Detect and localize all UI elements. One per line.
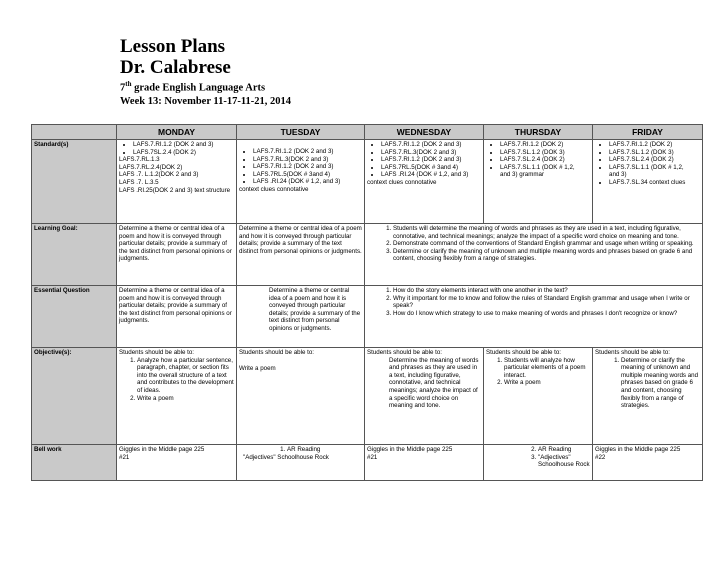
list-item: • LAFS.7.SL.2.4 (DOK 2) xyxy=(500,156,590,164)
list-item: Giggles in the Middle page 225 xyxy=(595,446,681,453)
list-item: #22 xyxy=(595,453,606,461)
objectives-intro: Students should be able to: xyxy=(486,349,561,356)
objectives-tuesday xyxy=(237,348,365,445)
standards-tuesday xyxy=(237,140,365,224)
learning-goal-monday: Determine a theme or central idea of a poem and how it is conveyed through particular details; provide a summary of the text distinct from personal opinions or judgments. xyxy=(117,224,237,286)
list-item: • LAFS.7.RL.3(DOK 2 and 3) xyxy=(381,149,481,157)
list-item: 2. Why it important for me to know and follow the rules of Standard English grammar and usage when I write or speak? xyxy=(393,295,700,310)
bell-work-wednesday xyxy=(365,445,484,481)
list-item: #21 xyxy=(119,453,130,461)
learning-goal-row xyxy=(32,224,703,286)
row-label-essential-question: Essential Question xyxy=(32,286,117,348)
teacher-name: Dr. Calabrese xyxy=(120,57,231,78)
list-item: • LAFS.7.SL.1.1 (DOK # 1,2, xyxy=(500,164,590,172)
list-item: 2. Demonstrate command of the conventions of Standard English grammar and usage when writing or speaking. xyxy=(393,240,700,248)
list-item: LAFS .RI.25(DOK 2 and 3) text structure xyxy=(119,186,231,194)
list-item: • LAFS.7RL.5(DOK # 3and 4) xyxy=(253,171,362,179)
list-item: • LAFS .RI.24 (DOK # 1,2, and 3) xyxy=(381,171,481,179)
list-item: 2. AR Reading xyxy=(538,446,590,454)
objectives-intro: Students should be able to: xyxy=(239,349,314,356)
bell-work-tuesday xyxy=(237,445,365,481)
list-item: 1. Determine or clarify the meaning of unknown and multiple meaning words and phrases based on grade 6 and content, choosing flexibly from a range of strategies. xyxy=(621,357,700,410)
list-item: 1. Students will determine the meaning of words and phrases as they are used in a text, including figurative, connotative, and technical meanings; analyze the impact of a specific word choice on meaning and tone. xyxy=(393,225,700,240)
list-item: • LAFS.7.RI.1.2 (DOK 2) xyxy=(500,141,590,149)
list-item: 1. How do the story elements interact with one another in the text? xyxy=(393,287,700,295)
lesson-plan-table xyxy=(31,124,703,481)
list-item: LAFS .7. L.3.5 xyxy=(119,178,159,186)
list-item: • LAFS.7RL.5(DOK # 3and 4) xyxy=(381,164,481,172)
list-item: • LAFS.7.RI.1.2 (DOK 2 and 3) xyxy=(253,163,362,171)
list-item: • LAFS.7.RL.3(DOK 2 and 3) xyxy=(253,156,362,164)
list-item: 2. Write a poem xyxy=(137,395,234,403)
list-item: 1. AR Reading xyxy=(287,446,362,454)
objectives-intro: Students should be able to: xyxy=(595,349,670,356)
objectives-thursday xyxy=(484,348,593,445)
document-header xyxy=(120,36,291,108)
list-item: and 3) grammar xyxy=(500,171,545,179)
list-item: • LAFS.7.RI.1.2 (DOK 2 and 3) xyxy=(133,141,234,149)
objectives-row xyxy=(32,348,703,445)
day-header-wednesday: WEDNESDAY xyxy=(365,125,484,140)
list-item: LAFS.7.RL.2.4(DOK 2) xyxy=(119,163,183,171)
corner-cell xyxy=(32,125,117,140)
list-item: • LAFS.7.SL.34 context clues xyxy=(609,179,700,187)
list-item: Giggles in the Middle page 225 xyxy=(367,446,453,453)
list-item: context clues connotative xyxy=(239,185,309,193)
row-label-standards: Standard(s) xyxy=(32,140,117,224)
essential-question-tuesday xyxy=(237,286,365,348)
page-title: Lesson Plans xyxy=(120,36,226,57)
list-item: • LAFS.7.RI.1.2 (DOK 2 and 3) xyxy=(381,141,481,149)
list-item: context clues connotative xyxy=(367,178,437,186)
list-item: 3. How do I know which strategy to use to make meaning of words and phrases I don't recognize or know? xyxy=(393,310,700,318)
list-item: • LAFS.7.SL.1.2 (DOK 3) xyxy=(609,149,700,157)
list-item: LAFS.7.RL.1.3 xyxy=(119,156,160,164)
day-header-tuesday: TUESDAY xyxy=(237,125,365,140)
day-header-monday: MONDAY xyxy=(117,125,237,140)
objectives-friday xyxy=(593,348,703,445)
list-item: "Adjectives" Schoolhouse Rock xyxy=(243,453,329,461)
list-item: and 3) xyxy=(609,171,627,179)
day-header-thursday: THURSDAY xyxy=(484,125,593,140)
list-item: • LAFS.7.RI.1.2 (DOK 2 and 3) xyxy=(381,156,481,164)
standards-wednesday xyxy=(365,140,484,224)
objectives-intro: Students should be able to: xyxy=(367,349,442,356)
list-item: • LAFS.7.SL.2.4 (DOK 2) xyxy=(609,156,700,164)
list-item: Giggles in the Middle page 225 xyxy=(119,446,205,453)
bell-work-monday xyxy=(117,445,237,481)
row-label-learning-goal: Learning Goal: xyxy=(32,224,117,286)
list-item: • LAFS.7SL.2.4 (DOK 2) xyxy=(133,149,234,157)
standards-friday xyxy=(593,140,703,224)
essential-question-tuesday-text: Determine a theme or central idea of a poem and how it is conveyed through particular details; provide a summary of the text distinct from personal opinions or judgments. xyxy=(269,287,361,332)
week-line: Week 13: November 11-17-11-21, 2014 xyxy=(120,95,291,107)
learning-goal-tuesday: Determine a theme or central idea of a poem and how it is conveyed through particular details; provide a summary of the text distinct from personal opinions or judgments. xyxy=(237,224,365,286)
standards-monday xyxy=(117,140,237,224)
list-item: 1. Analyze how a particular sentence, paragraph, chapter, or section fits into the overall structure of a text and contributes to the development of ideas. xyxy=(137,357,234,395)
list-item: • LAFS.7.SL.1.2 (DOK 3) xyxy=(500,149,590,157)
objectives-intro: Students should be able to: xyxy=(119,349,194,356)
list-item: • LAFS.7.SL.1.1 (DOK # 1,2, xyxy=(609,164,700,172)
list-item: #21 xyxy=(367,453,378,461)
essential-question-wed-fri xyxy=(365,286,703,348)
standards-row xyxy=(32,140,703,224)
grade-suffix: th xyxy=(125,80,132,88)
bell-work-thursday xyxy=(484,445,593,481)
grade-line xyxy=(120,78,291,95)
row-label-bell-work: Bell work xyxy=(32,445,117,481)
essential-question-row xyxy=(32,286,703,348)
row-label-objectives: Objective(s): xyxy=(32,348,117,445)
standards-thursday xyxy=(484,140,593,224)
list-item: 2. Write a poem xyxy=(504,379,590,387)
list-item: 3. Determine or clarify the meaning of unknown and multiple meaning words and phrases based on grade 6 and content, choosing flexibly from a range of strategies. xyxy=(393,248,700,263)
bell-work-row xyxy=(32,445,703,481)
grade-subject: grade English Language Arts xyxy=(131,82,266,94)
objectives-wednesday xyxy=(365,348,484,445)
objectives-monday xyxy=(117,348,237,445)
list-item: 1. Students will analyze how particular elements of a poem interact. xyxy=(504,357,590,380)
learning-goal-wed-fri xyxy=(365,224,703,286)
day-header-friday: FRIDAY xyxy=(593,125,703,140)
list-item: • LAFS.7.RI.1.2 (DOK 2) xyxy=(609,141,700,149)
day-header-row xyxy=(32,125,703,140)
list-item: • LAFS.7.RI.1.2 (DOK 2 and 3) xyxy=(253,148,362,156)
list-item: Write a poem xyxy=(239,364,276,372)
grade-number: 7 xyxy=(120,82,126,94)
essential-question-monday: Determine a theme or central idea of a poem and how it is conveyed through particular details; provide a summary of the text distinct from personal opinions or judgments. xyxy=(117,286,237,348)
list-item: • LAFS .RI.24 (DOK # 1,2, and 3) xyxy=(253,178,362,186)
list-item: 3. "Adjectives" Schoolhouse Rock xyxy=(538,454,590,469)
list-item: Determine the meaning of words and phrases as they are used in a text, including figurative, connotative, and technical meanings; analyze the impact of a specific word choice on meaning and tone. xyxy=(389,356,479,410)
bell-work-friday xyxy=(593,445,703,481)
list-item: LAFS .7. L.1.2(DOK 2 and 3) xyxy=(119,171,199,179)
